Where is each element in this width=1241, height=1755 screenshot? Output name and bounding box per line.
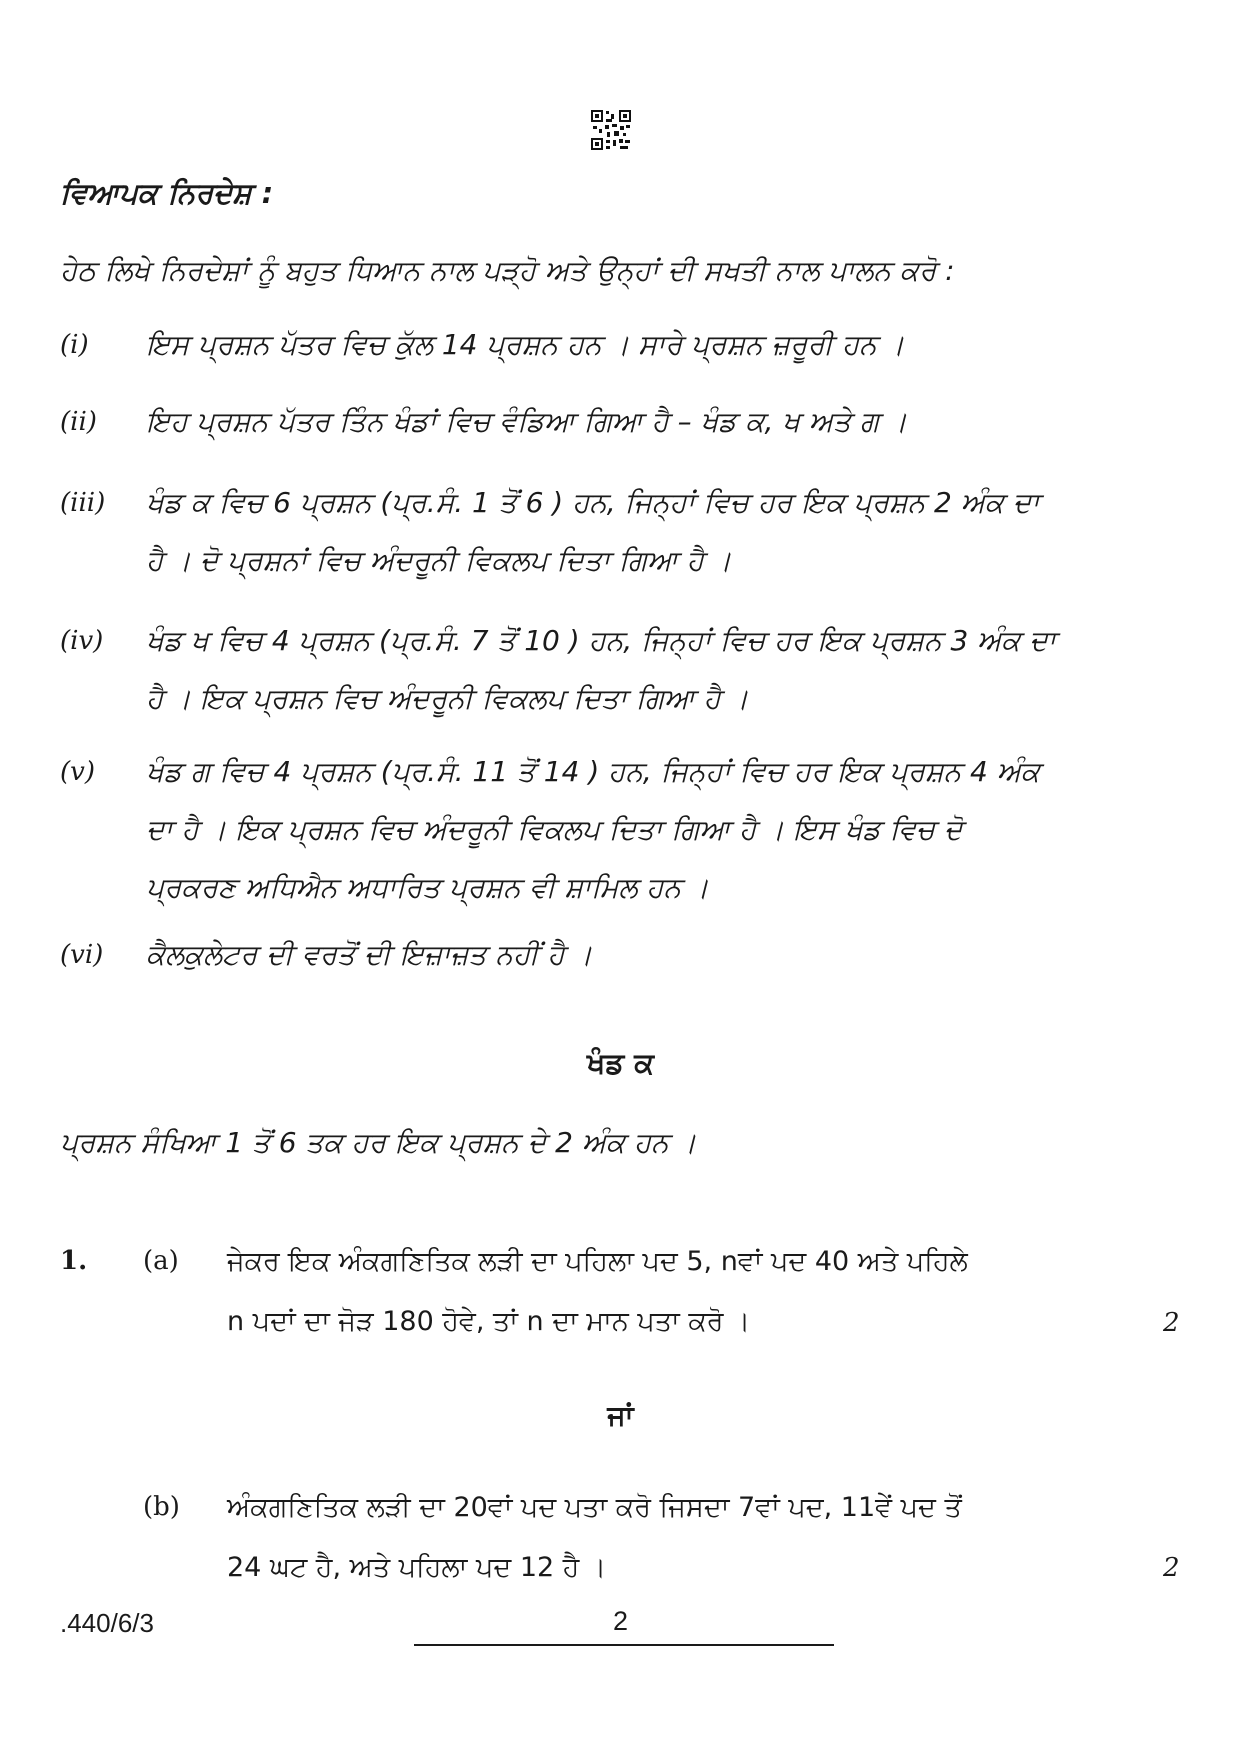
- question-part-label: (a): [143, 1246, 179, 1276]
- instruction-text: ਕੈਲਕੁਲੇਟਰ ਦੀ ਵਰਤੋਂ ਦੀ ਇਜ਼ਾਜ਼ਤ ਨਹੀਂ ਹੈ ।: [146, 938, 593, 971]
- general-instructions-heading: ਵਿਆਪਕ ਨਿਰਦੇਸ਼ :: [60, 176, 274, 210]
- question-line: n ਪਦਾਂ ਦਾ ਜੋੜ 180 ਹੋਵੇ, ਤਾਂ n ਦਾ ਮਾਨ ਪਤਾ ਕਰੋ ।: [227, 1306, 751, 1337]
- question-text: [227, 1232, 968, 1352]
- question-text: [227, 1478, 962, 1598]
- instruction-text: ਦਾ ਹੈ । ਇਕ ਪ੍ਰਸ਼ਨ ਵਿਚ ਅੰਦਰੂਨੀ ਵਿਕਲਪ ਦਿਤਾ ਗਿਆ ਹੈ । ਇਸ ਖੰਡ ਵਿਚ ਦੋ: [146, 813, 963, 846]
- instruction-text: ਇਹ ਪ੍ਰਸ਼ਨ ਪੱਤਰ ਤਿੰਨ ਖੰਡਾਂ ਵਿਚ ਵੰਡਿਆ ਗਿਆ ਹੈ – ਖੰਡ ਕ, ਖ ਅਤੇ ਗ ।: [146, 405, 908, 438]
- instruction-item: [60, 940, 1150, 984]
- marks-label: 2: [1163, 1308, 1180, 1338]
- instruction-item: [60, 330, 1150, 374]
- section-note: ਪ੍ਰਸ਼ਨ ਸੰਖਿਆ 1 ਤੋਂ 6 ਤਕ ਹਰ ਇਕ ਪ੍ਰਸ਼ਨ ਦੇ 2 ਅੰਕ ਹਨ ।: [60, 1126, 697, 1159]
- page-number: 2: [612, 1606, 629, 1636]
- instruction-item: [60, 626, 1150, 728]
- instruction-text: ਹੈ । ਦੋ ਪ੍ਰਸ਼ਨਾਂ ਵਿਚ ਅੰਦਰੂਨੀ ਵਿਕਲਪ ਦਿਤਾ ਗਿਆ ਹੈ ।: [146, 544, 732, 577]
- instruction-number: (v): [60, 757, 95, 787]
- paper-code: .440/6/3: [60, 1608, 154, 1638]
- instruction-text: ਪ੍ਰਕਰਣ ਅਧਿਐਨ ਅਧਾਰਿਤ ਪ੍ਰਸ਼ਨ ਵੀ ਸ਼ਾਮਿਲ ਹਨ ।: [146, 871, 709, 904]
- instruction-number: (iv): [60, 626, 104, 656]
- question-line: 24 ਘਟ ਹੈ, ਅਤੇ ਪਹਿਲਾ ਪਦ 12 ਹੈ ।: [227, 1552, 607, 1583]
- instruction-item: [60, 488, 1150, 590]
- marks-label: 2: [1163, 1553, 1180, 1583]
- question-number: 1.: [60, 1246, 88, 1276]
- instruction-item: [60, 407, 1150, 451]
- instruction-number: (iii): [60, 488, 106, 518]
- question-part-label: (b): [143, 1492, 180, 1522]
- question-line: ਜੇਕਰ ਇਕ ਅੰਕਗਣਿਤਿਕ ਲੜੀ ਦਾ ਪਹਿਲਾ ਪਦ 5, nਵਾਂ ਪਦ 40 ਅਤੇ ਪਹਿਲੇ: [227, 1246, 968, 1277]
- instruction-text: ਹੈ । ਇਕ ਪ੍ਰਸ਼ਨ ਵਿਚ ਅੰਦਰੂਨੀ ਵਿਕਲਪ ਦਿਤਾ ਗਿਆ ਹੈ ।: [146, 682, 749, 715]
- instruction-text: ਖੰਡ ਗ ਵਿਚ 4 ਪ੍ਰਸ਼ਨ (ਪ੍ਰ.ਸੰ. 11 ਤੋਂ 14 ) ਹਨ, ਜਿਨ੍ਹਾਂ ਵਿਚ ਹਰ ਇਕ ਪ੍ਰਸ਼ਨ 4 ਅੰਕ: [146, 755, 1040, 788]
- instruction-item: [60, 757, 1150, 917]
- instruction-number: (ii): [60, 407, 97, 437]
- instruction-text: ਇਸ ਪ੍ਰਸ਼ਨ ਪੱਤਰ ਵਿਚ ਕੁੱਲ 14 ਪ੍ਰਸ਼ਨ ਹਨ । ਸਾਰੇ ਪ੍ਰਸ਼ਨ ਜ਼ਰੂਰੀ ਹਨ ।: [146, 328, 905, 361]
- instruction-number: (i): [60, 330, 89, 360]
- footer-divider: [414, 1644, 834, 1646]
- instruction-text: ਖੰਡ ਖ ਵਿਚ 4 ਪ੍ਰਸ਼ਨ (ਪ੍ਰ.ਸੰ. 7 ਤੋਂ 10 ) ਹਨ, ਜਿਨ੍ਹਾਂ ਵਿਚ ਹਰ ਇਕ ਪ੍ਰਸ਼ਨ 3 ਅੰਕ ਦਾ: [146, 624, 1056, 657]
- instructions-intro: ਹੇਠ ਲਿਖੇ ਨਿਰਦੇਸ਼ਾਂ ਨੂੰ ਬਹੁਤ ਧਿਆਨ ਨਾਲ ਪੜ੍ਹੋ ਅਤੇ ਉਨ੍ਹਾਂ ਦੀ ਸਖਤੀ ਨਾਲ ਪਾਲਨ ਕਰੋ :: [60, 254, 955, 287]
- instruction-number: (vi): [60, 940, 104, 970]
- section-title: ਖੰਡ ਕ: [586, 1046, 655, 1080]
- or-label: ਜਾਂ: [607, 1399, 634, 1432]
- qr-code-icon: [591, 110, 631, 150]
- question-line: ਅੰਕਗਣਿਤਿਕ ਲੜੀ ਦਾ 20ਵਾਂ ਪਦ ਪਤਾ ਕਰੋ ਜਿਸਦਾ 7ਵਾਂ ਪਦ, 11ਵੇਂ ਪਦ ਤੋਂ: [227, 1492, 962, 1523]
- instruction-text: ਖੰਡ ਕ ਵਿਚ 6 ਪ੍ਰਸ਼ਨ (ਪ੍ਰ.ਸੰ. 1 ਤੋਂ 6 ) ਹਨ, ਜਿਨ੍ਹਾਂ ਵਿਚ ਹਰ ਇਕ ਪ੍ਰਸ਼ਨ 2 ਅੰਕ ਦਾ: [146, 486, 1040, 519]
